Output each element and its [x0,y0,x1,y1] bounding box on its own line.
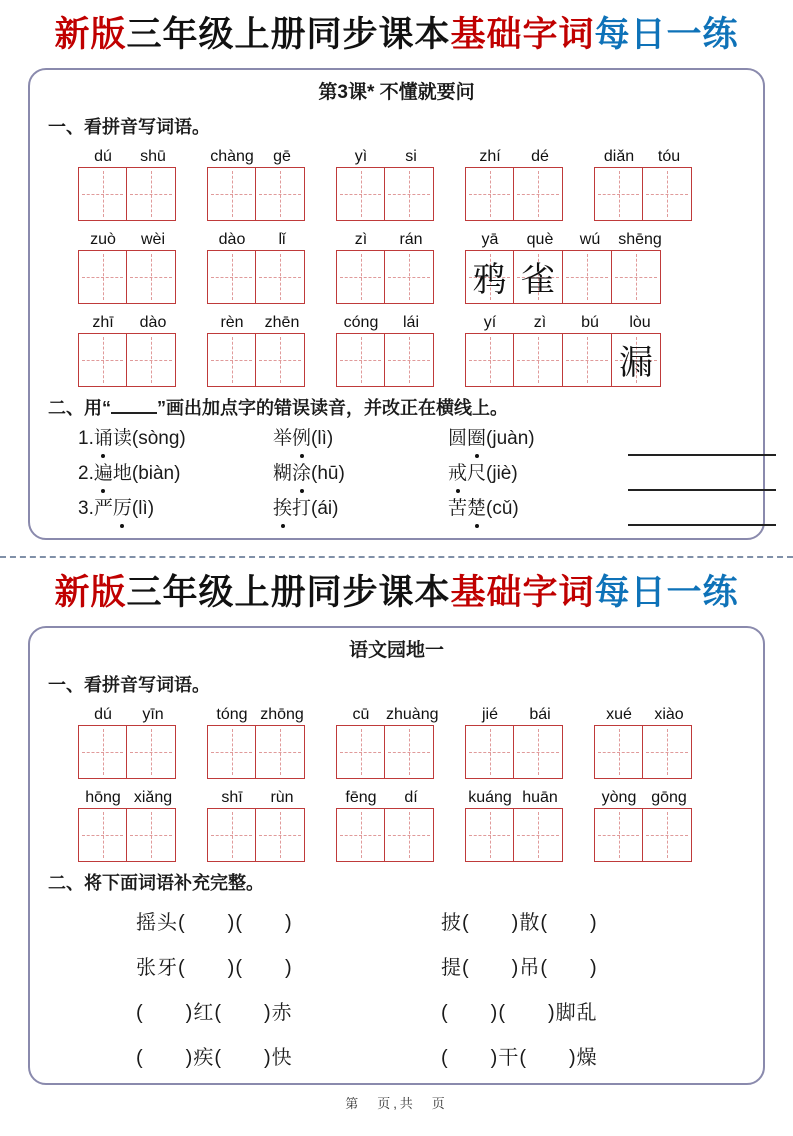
writing-box[interactable] [514,333,563,387]
writing-box[interactable] [78,167,127,221]
pinyin-syllable: wèi [140,230,165,248]
pinyin-word-group [78,146,178,221]
pinyin-syllable: yí [483,313,497,331]
writing-box[interactable] [594,167,643,221]
writing-box[interactable] [385,333,434,387]
pinyin-syllable: yì [354,147,368,165]
pinyin-word-group [594,704,694,779]
pinyin-word-group [207,229,307,304]
pinyin-word-group [594,146,694,221]
pinyin-syllable: zuò [90,230,116,248]
pinyin-syllable: hōng [85,788,121,806]
pinyin-word-group [465,146,565,221]
writing-box[interactable] [127,167,176,221]
writing-box[interactable] [336,333,385,387]
pinyin-syllable: fēng [345,788,377,806]
pinyin-syllable: cū [352,705,370,723]
pinyin-syllable: zhēn [264,313,300,331]
writing-box[interactable] [78,808,127,862]
dotted-character: 楚 [467,491,486,526]
writing-box[interactable] [563,333,612,387]
pinyin-word-group [594,787,694,862]
writing-box[interactable] [594,808,643,862]
misread-exercise-area [48,421,745,526]
pinyin-syllable: shī [221,788,243,806]
pinyin-syllable: xiào [654,705,684,723]
writing-box[interactable] [256,167,305,221]
dotted-character: 涂 [292,456,311,491]
dotted-character: 戒 [448,456,467,491]
pinyin-syllable: rèn [220,313,244,331]
section1-heading: 一、看拼音写词语。 [48,116,210,137]
pinyin-writing-area [48,146,745,387]
pinyin-syllable: dú [94,147,112,165]
writing-box[interactable] [563,250,612,304]
pinyin-syllable: si [405,147,417,165]
writing-box[interactable] [336,725,385,779]
pinyin-syllable: zhī [92,313,114,331]
pinyin-syllable: rùn [270,788,294,806]
pinyin-word-group [78,704,178,779]
pinyin-syllable: rán [399,230,423,248]
writing-box[interactable] [594,725,643,779]
pinyin-syllable: shēng [618,230,662,248]
writing-box[interactable] [465,808,514,862]
pinyin-syllable: bú [581,313,599,331]
pinyin-word-group [207,146,307,221]
dotted-character: 厉 [113,491,132,526]
misread-word: 挨打(ái) [273,491,448,526]
writing-box[interactable] [127,725,176,779]
writing-box[interactable] [514,808,563,862]
completion-item[interactable]: ( )疾( )快 [136,1046,293,1069]
pinyin-word-group [207,787,307,862]
dotted-character: 遍 [94,456,113,491]
pinyin-syllable: diǎn [603,147,635,165]
prefilled-character: 漏 [619,343,653,384]
title-part-grade: 三年级上册同步课本 [126,572,451,613]
writing-box[interactable] [385,250,434,304]
writing-box[interactable] [78,725,127,779]
misread-row [78,421,745,456]
garden1-panel [28,626,765,1085]
dotted-character: 圈 [467,421,486,456]
misread-word: 2.遍地(biàn) [78,456,273,491]
completion-item[interactable]: 张牙( )( ) [136,956,293,979]
pinyin-syllable: zì [354,230,368,248]
pinyin-row [78,312,745,387]
section2-heading [48,395,745,421]
misread-word: 举例(lì) [273,421,448,456]
pinyin-syllable: zhí [479,147,501,165]
writing-box[interactable] [612,333,661,387]
answer-line[interactable] [628,428,776,456]
title-part-basic-words: 基础字词 [450,572,595,613]
writing-box[interactable] [207,167,256,221]
writing-box[interactable] [78,250,127,304]
pinyin-syllable: tóng [216,705,248,723]
prefilled-character: 鸦 [472,260,507,301]
answer-line[interactable] [628,498,776,526]
writing-box[interactable] [465,333,514,387]
pinyin-syllable: dú [94,705,112,723]
section2-heading-pre: 二、用“ [48,397,111,418]
writing-box[interactable] [643,725,692,779]
pinyin-syllable: tóu [657,147,681,165]
writing-box[interactable] [643,808,692,862]
writing-box[interactable] [385,808,434,862]
completion-item[interactable]: 披( )散( ) [441,911,598,934]
pinyin-row [78,229,745,304]
misread-word: 1.诵读(sòng) [78,421,273,456]
pinyin-word-group [207,312,307,387]
pinyin-syllable: què [526,230,554,248]
misread-word: 糊涂(hū) [273,456,448,491]
completion-item[interactable]: ( )( )脚乱 [441,1001,598,1024]
completion-item[interactable]: ( )干( )燥 [441,1046,598,1069]
pinyin-writing-area-2 [48,704,745,862]
pinyin-row [78,787,745,862]
pinyin-word-group [78,312,178,387]
pinyin-syllable: zì [533,313,547,331]
title-part-daily-practice: 每日一练 [594,15,739,55]
pinyin-row [78,146,745,221]
writing-box[interactable] [465,167,514,221]
pinyin-syllable: gē [273,147,291,165]
page-number-footer: 第 页,共 页 [345,1095,448,1111]
pinyin-word-group [465,229,665,304]
pinyin-syllable: jié [481,705,498,723]
pinyin-word-group [336,312,436,387]
completion-item[interactable]: 摇头( )( ) [136,911,293,934]
title-part-new-edition: 新版 [54,572,127,613]
word-completion-area [136,910,745,1071]
section2-heading-2: 二、将下面词语补充完整。 [48,872,264,893]
writing-box[interactable] [514,167,563,221]
misread-word: 圆圈(juàn) [448,421,628,456]
pinyin-word-group [336,787,436,862]
page-title-2 [0,572,793,616]
title-part-grade: 三年级上册同步课本 [126,15,451,55]
writing-box[interactable] [256,808,305,862]
writing-box[interactable] [78,333,127,387]
pinyin-syllable: zhōng [260,705,304,723]
writing-box[interactable] [612,250,661,304]
writing-box[interactable] [256,725,305,779]
writing-box[interactable] [256,333,305,387]
writing-box[interactable] [256,250,305,304]
writing-box[interactable] [514,725,563,779]
writing-box[interactable] [127,250,176,304]
pinyin-word-group [336,229,436,304]
dotted-character: 挨 [273,491,292,526]
writing-box[interactable] [465,250,514,304]
completion-item[interactable]: ( )红( )赤 [136,1001,293,1024]
writing-box[interactable] [465,725,514,779]
misread-row [78,456,745,491]
completion-item[interactable]: 提( )吊( ) [441,956,598,979]
pinyin-syllable: cóng [343,313,379,331]
pinyin-word-group [78,787,178,862]
page-title [0,14,793,58]
writing-box[interactable] [127,333,176,387]
writing-box[interactable] [207,333,256,387]
pinyin-word-group [336,146,436,221]
page-separator [0,556,793,558]
pinyin-syllable: yòng [601,788,637,806]
dotted-character: 诵 [94,421,113,456]
section1-heading-2: 一、看拼音写词语。 [48,674,210,695]
misread-word: 3.严厉(lì) [78,491,273,526]
pinyin-syllable: wú [579,230,601,248]
writing-box[interactable] [336,250,385,304]
pinyin-word-group [465,312,665,387]
pinyin-syllable: lòu [629,313,651,331]
pinyin-syllable: xiǎng [133,788,173,806]
garden-title: 语文园地一 [348,639,444,661]
pinyin-syllable: kuáng [468,788,512,806]
misread-word: 苦楚(cǔ) [448,491,628,526]
writing-box[interactable] [336,808,385,862]
pinyin-syllable: huān [522,788,558,806]
answer-line[interactable] [628,463,776,491]
writing-box[interactable] [336,167,385,221]
title-part-daily-practice: 每日一练 [594,572,739,613]
writing-box[interactable] [207,808,256,862]
pinyin-syllable: dào [218,230,246,248]
pinyin-syllable: yīn [142,705,164,723]
misread-word: 戒尺(jiè) [448,456,628,491]
pinyin-word-group [78,229,178,304]
pinyin-syllable: dí [404,788,418,806]
lesson3-panel [28,68,765,540]
writing-box[interactable] [643,167,692,221]
writing-box[interactable] [207,725,256,779]
writing-box[interactable] [385,167,434,221]
pinyin-word-group [336,704,439,779]
pinyin-syllable: dé [531,147,549,165]
prefilled-character: 雀 [521,260,555,301]
pinyin-syllable: xué [606,705,632,723]
title-part-basic-words: 基础字词 [450,15,595,55]
pinyin-syllable: lǐ [278,230,286,248]
lesson-title: 第3课* 不懂就要问 [318,81,475,103]
misread-row [78,491,745,526]
writing-box[interactable] [207,250,256,304]
section2-heading-post: ”画出加点字的错误读音，并改正在横线上。 [157,397,508,418]
pinyin-syllable: chàng [210,147,254,165]
writing-box[interactable] [385,725,434,779]
dotted-character: 例 [292,421,311,456]
pinyin-row [78,704,745,779]
pinyin-syllable: dào [139,313,167,331]
blank-underline [111,398,157,414]
pinyin-syllable: lái [402,313,419,331]
writing-box[interactable] [127,808,176,862]
pinyin-syllable: zhuàng [386,705,439,723]
title-part-new-edition: 新版 [54,15,127,55]
pinyin-syllable: bái [529,705,551,723]
writing-box[interactable] [514,250,563,304]
pinyin-word-group [465,787,565,862]
pinyin-word-group [465,704,565,779]
pinyin-syllable: gōng [651,788,687,806]
pinyin-word-group [207,704,307,779]
pinyin-syllable: yā [481,230,499,248]
pinyin-syllable: shū [140,147,166,165]
